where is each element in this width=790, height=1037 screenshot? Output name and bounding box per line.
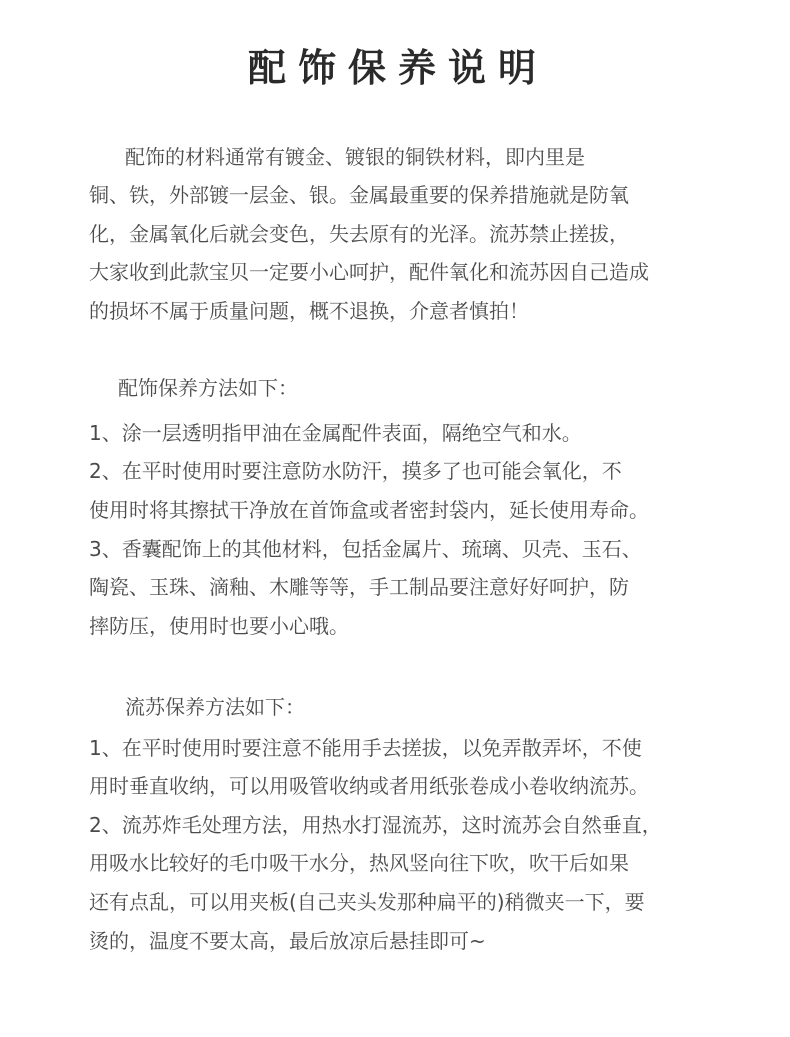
- tassel-care-line: 用时垂直收纳，可以用吸管收纳或者用纸张卷成小卷收纳流苏。: [89, 774, 649, 798]
- accessory-care-line: 1、涂一层透明指甲油在金属配件表面，隔绝空气和水。: [89, 421, 582, 445]
- tassel-care-line: 烫的，温度不要太高，最后放凉后悬挂即可~: [89, 929, 486, 953]
- accessory-care-line: 摔防压，使用时也要小心哦。: [89, 614, 349, 638]
- intro-line: 大家收到此款宝贝一定要小心呵护，配件氧化和流苏因自己造成: [89, 260, 649, 284]
- tassel-care-line: 2、流苏炸毛处理方法，用热水打湿流苏，这时流苏会自然垂直，: [89, 813, 662, 837]
- intro-line: 的损坏不属于质量问题，概不退换，介意者慎拍！: [89, 299, 529, 323]
- intro-line: 铜、铁，外部镀一层金、银。金属最重要的保养措施就是防氧: [89, 183, 629, 207]
- intro-line: 配饰的材料通常有镀金、镀银的铜铁材料，即内里是: [125, 145, 585, 169]
- tassel-care-heading: 流苏保养方法如下：: [125, 695, 305, 719]
- tassel-care-line: 1、在平时使用时要注意不能用手去搓拔，以免弄散弄坏，不使: [89, 736, 642, 760]
- page-title: 配饰保养说明: [247, 45, 548, 90]
- intro-line: 化，金属氧化后就会变色，失去原有的光泽。流苏禁止搓拔，: [89, 222, 629, 246]
- tassel-care-line: 用吸水比较好的毛巾吸干水分，热风竖向往下吹，吹干后如果: [89, 851, 629, 875]
- accessory-care-line: 3、香囊配饰上的其他材料，包括金属片、琉璃、贝壳、玉石、: [89, 537, 642, 561]
- accessory-care-line: 陶瓷、玉珠、滴釉、木雕等等，手工制品要注意好好呵护，防: [89, 575, 629, 599]
- accessory-care-line: 使用时将其擦拭干净放在首饰盒或者密封袋内，延长使用寿命。: [89, 498, 649, 522]
- tassel-care-line: 还有点乱，可以用夹板(自己夹头发那种扁平的)稍微夹一下，要: [89, 890, 645, 914]
- accessory-care-heading: 配饰保养方法如下：: [118, 376, 298, 400]
- accessory-care-line: 2、在平时使用时要注意防水防汗，摸多了也可能会氧化，不: [89, 459, 622, 483]
